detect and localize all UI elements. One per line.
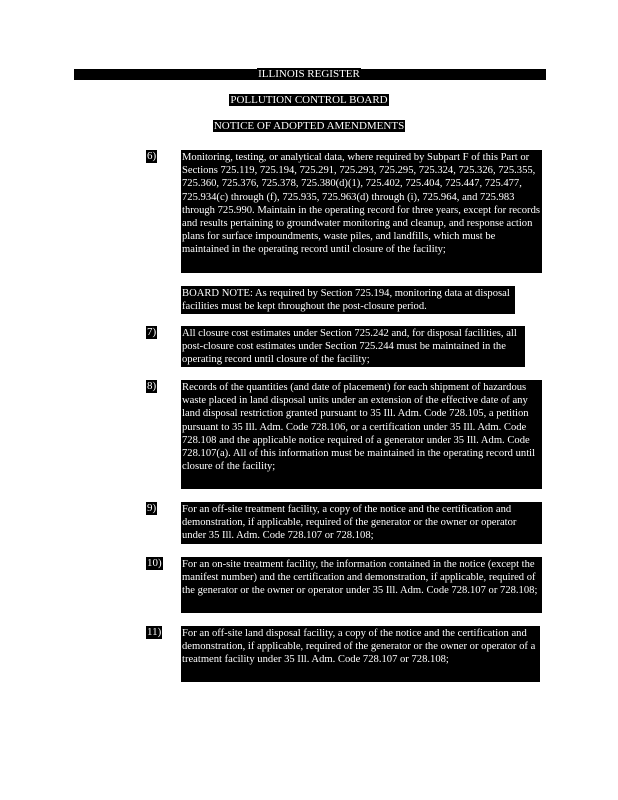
notice-title: NOTICE OF ADOPTED AMENDMENTS xyxy=(213,120,405,132)
item-number-6: 6) xyxy=(147,150,157,162)
item-number-8: 8) xyxy=(147,380,157,392)
item-text-10: For an on-site treatment facility, the information contained in the notice (except the manifest number) and the certification and demonstration, if applicable, required of the generator or the owner or operator under 35 Ill. Adm. Code 728.107 or 728.108; xyxy=(181,557,542,613)
item-number-11: 11) xyxy=(147,626,162,638)
item-text-11: For an off-site land disposal facility, a copy of the notice and the certification and demonstration, if applicable, required of the generator or the owner or operator of a treatment facility under 35 Ill. Adm. Code 728.107 or 728.108; xyxy=(181,626,540,682)
item-text-8: Records of the quantities (and date of placement) for each shipment of hazardous waste placed in land disposal units under an extension of the effective date of any land disposal restriction granted pursuant to 35 Ill. Adm. Code 728.105, a petition pursuant to 35 Ill. Adm. Code 728.106, or a certification under 35 Ill. Adm. Code 728.108 and the applicable notice required of a generator under 35 Ill. Adm. Code 728.107(a). All of this information must be maintained in the operating record until closure of the facility; xyxy=(181,380,542,489)
board-title: POLLUTION CONTROL BOARD xyxy=(230,94,388,106)
item-text-9: For an off-site treatment facility, a copy of the notice and the certification and demonstration, if applicable, required of the generator or the owner or operator under 35 Ill. Adm. Code 728.107 or 728.108; xyxy=(181,502,542,544)
item-number-9: 9) xyxy=(147,502,157,514)
board-note: BOARD NOTE: As required by Section 725.194, monitoring data at disposal facilities must be kept throughout the post-closure period. xyxy=(181,286,515,314)
item-text-6: Monitoring, testing, or analytical data, where required by Subpart F of this Part or Sections 725.119, 725.194, 725.291, 725.293, 725.295, 725.324, 725.326, 725.355, 725.360, 725.376, 725.378, 725.380(d)(1), 725.402, 725.404, 725.447, 725.477, 725.934(c) through (f), 725.935, 725.963(d) through (i), 725.964, and 725.983 through 725.990. Maintain in the operating record for three years, except for records and results pertaining to groundwater monitoring and cleanup, and response action plans for surface impoundments, waste piles, and landfills, which must be maintained in the operating record until closure of the facility; xyxy=(181,150,542,273)
item-number-7: 7) xyxy=(147,326,157,338)
register-title: ILLINOIS REGISTER xyxy=(258,68,360,80)
item-number-10: 10) xyxy=(147,557,162,569)
item-text-7: All closure cost estimates under Section 725.242 and, for disposal facilities, all post-closure cost estimates under Section 725.244 must be maintained in the operating record until closure of the facility; xyxy=(181,326,525,367)
